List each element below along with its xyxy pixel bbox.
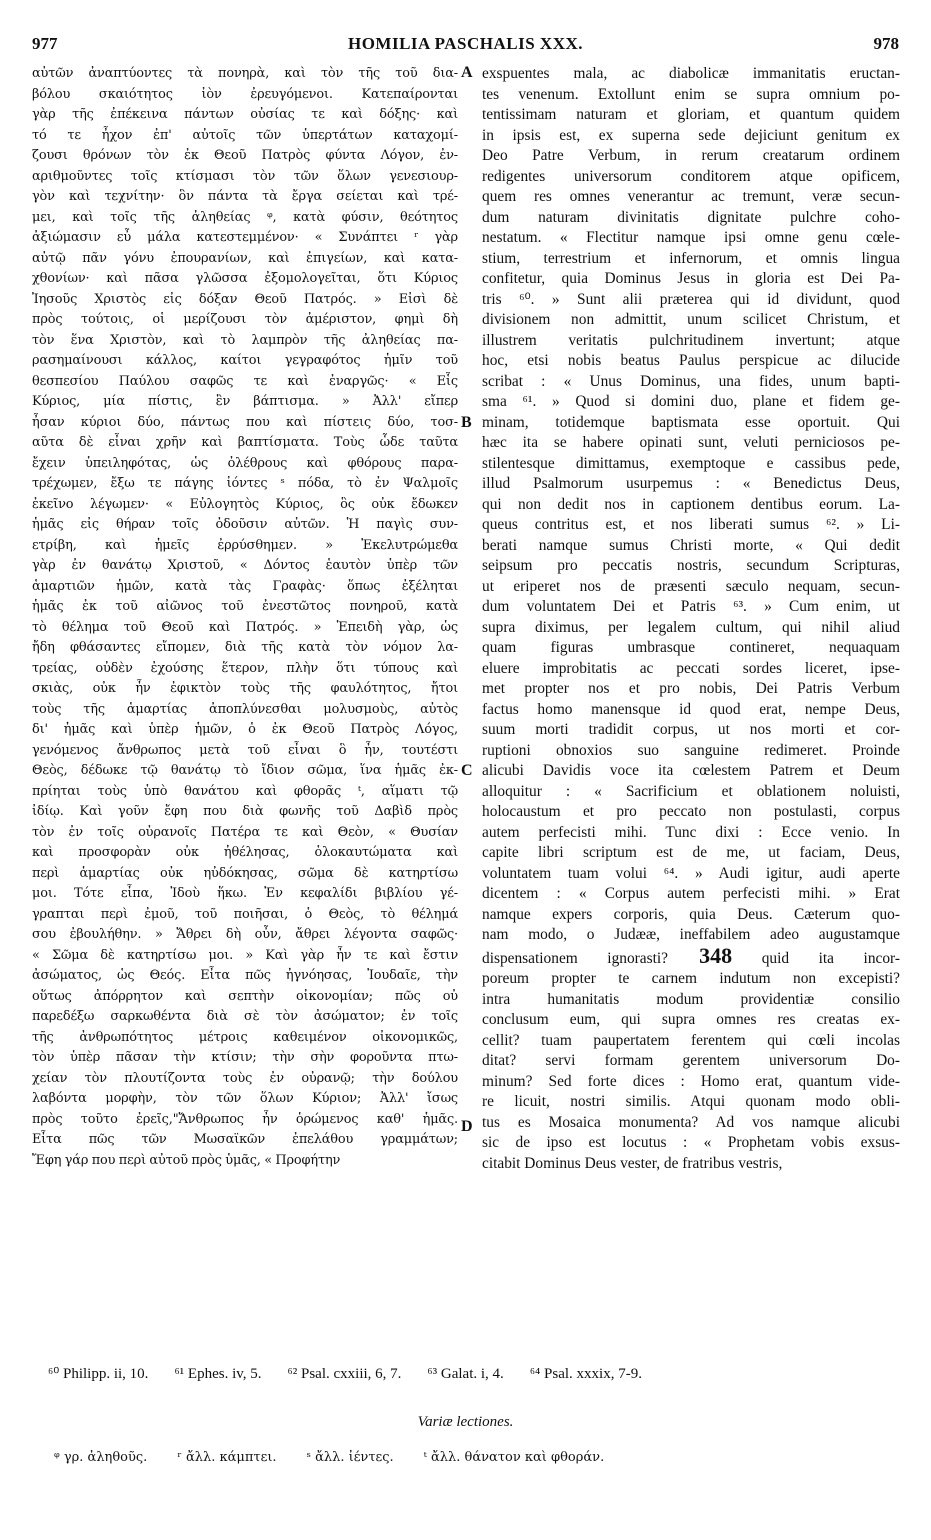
variant-reading: ʳ ἄλλ. κάμπτει. (177, 1450, 277, 1465)
page-number-right: 978 (873, 34, 899, 53)
line-text: voluntatem tuam volui ⁶⁴. » Audi igitur, audi aperte (482, 864, 900, 882)
text-line (32, 1089, 458, 1110)
text-line (32, 700, 458, 721)
line-text: ἁμαρτιῶν ἡμῶν, κατὰ τὰς Γραφὰς· ὅπως ἐξέληται (32, 578, 458, 594)
text-line (32, 269, 458, 290)
text-line (32, 187, 458, 208)
text-line (32, 64, 458, 85)
text-line (482, 1154, 900, 1175)
line-text: dicentem : « Corpus autem perfecisti mihi. » Erat (482, 885, 900, 902)
text-line (482, 925, 900, 946)
line-text: poreum propter te carnem indutum non excepisti? (482, 970, 900, 987)
text-line (32, 249, 458, 270)
text-line (32, 208, 458, 229)
line-text: τὸν ὑπὲρ πᾶσαν τὴν κτίσιν; τὴν σὴν φοροῦντα πτω- (32, 1050, 458, 1065)
line-text: quam figuras umbrasque contineret, nequaquam (482, 639, 900, 656)
line-text: tentissimam naturam et gloriam, et quantum quidem (482, 106, 900, 123)
footnote: ⁶¹ Ephes. iv, 5. (174, 1366, 262, 1382)
line-text: ἀσώματος, ὡς Θεός. Εἶτα πῶς ἠγνόησας, Ἰουδαῖε, τὴν (32, 968, 458, 983)
line-text: « Σῶμα δὲ κατηρτίσω μοι. » Καὶ γὰρ ἦν τε καὶ ἔστιν (32, 947, 458, 963)
footnote: ⁶² Psal. cxxiii, 6, 7. (287, 1366, 402, 1382)
line-text: factus homo manensque id quod erat, nempe Deus, (482, 700, 900, 718)
footnote: ⁶⁰ Philipp. ii, 10. (48, 1366, 149, 1382)
text-line (32, 966, 458, 987)
text-line (32, 761, 458, 782)
line-text: ἤδη φθάσαντες εἴπομεν, διὰ τῆς κατὰ τὸν νόμον λα- (32, 640, 458, 655)
line-text: exspuentes mala, ac diabolicæ immanitatis eructan- (482, 65, 900, 82)
text-line (482, 310, 900, 331)
badge-trailing-text: quid ita incor- (732, 949, 900, 967)
line-text: ἡμᾶς ἐκ τοῦ αἰῶνος τοῦ ἐνεστῶτος πονηροῦ, κατὰ (32, 599, 458, 614)
text-line (32, 413, 458, 434)
line-text: in ipsis est, ex superna sede dejiciunt genitum ex (482, 126, 900, 144)
text-line (32, 946, 458, 967)
line-text: supra diximus, per legalem cultum, qui nihil aliud (482, 618, 900, 636)
text-line (482, 946, 900, 970)
line-text: met propter nos et pro nobis, Dei Patris Verbum (482, 680, 900, 697)
line-text: queus contritus est, et nos liberati sumus ⁶². » Li- (482, 516, 900, 533)
line-text: illud Psalmorum usurpemus : « Benedictus Deus, (482, 475, 900, 492)
line-text: μοι. Τότε εἶπα, Ἰδοὺ ἥκω. Ἐν κεφαλίδι βιβλίου γέ- (32, 886, 458, 901)
variae-lectiones-title: Variæ lectiones. (417, 1414, 514, 1430)
line-text: Deo Patre Verbum, in rerum creatarum ordinem (482, 147, 900, 164)
text-line (482, 990, 900, 1011)
line-text: Θεὸς, δέδωκε τῷ θανάτῳ τὸ ἴδιον σῶμα, ἵνα ἡμᾶς ἐκ- (32, 763, 458, 778)
variant-reading: ᵗ ἄλλ. θάνατον καὶ φθοράν. (423, 1450, 605, 1465)
line-text: τρέχωμεν, ἔξω τε πάγης ἰόντες ˢ πόδα, τὸ ἐν Ψαλμοῖς (32, 476, 458, 491)
line-text: θεσπεσίου Παύλου σαφῶς τε καὶ ἐναργῶς· « Εἷς (32, 373, 458, 389)
text-line (482, 167, 900, 188)
text-line (32, 536, 458, 557)
text-line (482, 884, 900, 905)
line-text: berati namque sumus Christi morte, « Qui dedit (482, 536, 900, 554)
text-line (482, 208, 900, 229)
line-text: χείαν τὸν πλουτίζοντα τοὺς ἐν οὐρανῷ; τὴν δούλου (32, 1070, 458, 1086)
text-line (32, 925, 458, 946)
text-line (482, 659, 900, 680)
line-text: eluere improbitatis ac peccati sordes liceret, ipse- (482, 659, 900, 677)
line-text: stium, terrestrium et infernorum, et omnis lingua (482, 249, 900, 267)
line-text: γὰρ τῆς ἐπέκεινα πάντων οὐσίας τε καὶ δόξης· καὶ (32, 107, 458, 122)
text-line (482, 1133, 900, 1154)
text-line (32, 1028, 458, 1049)
text-line (482, 843, 900, 864)
text-line (482, 720, 900, 741)
line-text: cellit? tuam paupertatem ferentem qui cœli incolas (482, 1031, 900, 1049)
text-line (32, 331, 458, 352)
variant-reading: ˢ ἄλλ. ἰέντες. (306, 1450, 394, 1465)
text-line (32, 290, 458, 311)
line-text: hoc, etsi nobis beatus Paulus perspicue ac dilucide (482, 352, 900, 369)
text-line (482, 597, 900, 618)
text-line (32, 474, 458, 495)
line-text: redigentes universorum conditorem atque opificem, (482, 167, 900, 185)
line-text: nestatum. « Flectitur namque ipsi omne genu cœle- (482, 229, 900, 246)
footnotes (48, 1364, 899, 1383)
text-line (32, 146, 458, 167)
text-line (482, 782, 900, 803)
page-title: HOMILIA PASCHALIS XXX. (347, 34, 584, 53)
line-text: holocaustum et pro peccato non postulasti, corpus (482, 803, 900, 820)
line-text: σου ἐβουλήθην. » Ἄθρει δὴ οὖν, ἄθρει λέγοντα σαφῶς· (32, 927, 458, 942)
text-line (32, 864, 458, 885)
text-line (32, 659, 458, 680)
line-text: stilentesque dimittamus, exemptoque e cassibus pede, (482, 454, 900, 472)
text-line (482, 64, 900, 85)
line-text: ruptioni obnoxios suo sanguine redimeret. Proinde (482, 741, 900, 759)
margin-marker-d: D (461, 1118, 473, 1135)
text-line (482, 823, 900, 844)
text-line (482, 1113, 900, 1134)
line-text: καὶ προσφορὰν οὐκ ἠθέλησας, ὁλοκαυτώματα καὶ (32, 845, 458, 860)
line-text: citabit Dominus Deus vester, de fratribus vestris, (482, 1154, 783, 1172)
text-line (32, 1069, 458, 1090)
text-line (32, 433, 458, 454)
line-text: αῦτα δὲ εἶναι χρῆν καὶ βαπτίσματα. Τοὺς ὧδε ταῦτα (32, 435, 458, 450)
text-line (482, 331, 900, 352)
text-line (32, 884, 458, 905)
line-text: confitetur, quia Dominus Jesus in gloria est Dei Pa- (482, 270, 900, 287)
text-line (482, 474, 900, 495)
line-text: ἔχειν ὑπειληφότας, ὡς ὀλέθρους καὶ φθόρους παρα- (32, 455, 458, 471)
margin-marker-a: A (461, 64, 473, 81)
text-line (32, 310, 458, 331)
text-line (482, 1092, 900, 1113)
line-text: suum morti tradidit corpus, ut nos morti et cor- (482, 721, 900, 738)
text-line (32, 618, 458, 639)
line-text: ἰδίῳ. Καὶ γοῦν ἔφη που διὰ φωνῆς τοῦ Δαβὶδ πρὸς (32, 804, 458, 819)
line-text: τῆς ἀνθρωπότητος μέτροις καθειμένον οἰκονομικῶς, (32, 1029, 458, 1045)
text-line (482, 761, 900, 782)
line-text: autem perfecisti mihi. Tunc dixi : Ecce venio. In (482, 823, 900, 841)
line-text: αὐτῷ πᾶν γόνυ ἐπουρανίων, καὶ ἐπιγείων, καὶ κατα- (32, 250, 458, 266)
line-text: ἦσαν κύριοι δύο, πάντως που καὶ πίστεις δύο, τοσ- (32, 414, 458, 430)
text-line (482, 905, 900, 926)
line-text: γὸν καὶ τεχνίτην· ὃν πάντα τὰ ἔργα σείεται καὶ τρέ- (32, 189, 458, 204)
text-line (482, 618, 900, 639)
line-text: namque expers corporis, quia Deus. Cæterum quo- (482, 905, 900, 923)
line-text: ditat? servi formam gerentem universorum Do- (482, 1052, 900, 1069)
text-line (32, 987, 458, 1008)
text-line (32, 228, 458, 249)
line-text: tus es Mosaica monumenta? Ad vos namque alicubi (482, 1113, 900, 1131)
line-text: πρὸς τούτοις, οἱ μερίζουσι τὸν ἀμέριστον, φημὶ δὴ (32, 312, 458, 327)
text-line (482, 413, 900, 434)
text-line (482, 372, 900, 393)
text-line (32, 392, 458, 413)
line-text: alicubi Davidis voce ita cœlestem Patrem et Deum (482, 762, 900, 779)
line-text: οὕτως ἀπόρρητον καὶ σεπτὴν οἰκονομίαν; πῶς οὐ (32, 988, 458, 1004)
text-line (32, 782, 458, 803)
text-line (32, 105, 458, 126)
line-text: alloquitur : « Sacrificium et oblationem noluisti, (482, 782, 900, 800)
text-line (482, 392, 900, 413)
line-text: tes venenum. Extollunt enim se supra omnium po- (482, 85, 900, 103)
text-line (32, 1007, 458, 1028)
text-line (482, 351, 900, 372)
text-line (32, 556, 458, 577)
text-line (32, 372, 458, 393)
text-line (32, 85, 458, 106)
line-text: λαβόντα μορφὴν, τὸν τῶν ὅλων Κύριον; Ἀλλ' ἴσως (32, 1091, 458, 1106)
line-text: qui non dedit nos in captionem dentibus eorum. La- (482, 495, 900, 513)
line-text: sic de ipso est locutus : « Prophetam vobis exsus- (482, 1134, 900, 1151)
line-text: dispensationem ignorasti? (482, 949, 668, 967)
text-line (482, 969, 900, 990)
footnote: ⁶⁴ Psal. xxxix, 7-9. (529, 1366, 642, 1382)
text-line (482, 290, 900, 311)
text-line (32, 1048, 458, 1069)
line-text: conclusum eum, qui supra omnes res creatas ex- (482, 1011, 900, 1028)
page-header (32, 34, 899, 58)
line-text: σκιὰς, οὐκ ἦν ἐφικτὸν τοὺς τῆς φαυλότητος, ἤτοι (32, 681, 458, 696)
text-line (32, 454, 458, 475)
line-text: re licuit, nostri similis. Atqui quonam modo obli- (482, 1093, 900, 1110)
text-line (32, 638, 458, 659)
text-line (482, 126, 900, 147)
margin-marker-b: B (461, 414, 472, 431)
text-line (482, 515, 900, 536)
line-text: τρείας, οὐδὲν ἐχούσης ἕτερον, πλὴν ὅτι τύπους καὶ (32, 660, 458, 676)
text-line (32, 1110, 458, 1131)
line-text: ρασημαίνουσι κάλλος, καίτοι γεγραφότος ἡμῖν τοῦ (32, 353, 458, 368)
text-line (32, 843, 458, 864)
line-text: αριθμοῦντες τοῖς κτίσμασι τὸν τῶν ὅλων γενεσιουρ- (32, 168, 458, 184)
text-line (482, 1072, 900, 1093)
page-number-left: 977 (32, 34, 58, 53)
line-text: capite libri scriptum est de me, ut faciam, Deus, (482, 844, 900, 861)
text-line (482, 85, 900, 106)
line-text: ετρίβη, καὶ ἡμεῖς ἐρρύσθημεν. » Ἐκελυτρώμεθα (32, 537, 458, 553)
line-text: seipsum pro peccatis nostris, secundum Scripturas, (482, 557, 900, 574)
line-text: ἐκεῖνο λέγωμεν· « Εὐλογητὸς Κύριος, ὃς οὐκ ἔδωκεν (32, 496, 458, 512)
line-text: minam, totidemque baptismata esse oportuit. Qui (482, 413, 900, 431)
line-text: dum naturam divinitatis dignitate pulchre coho- (482, 208, 900, 226)
text-line (32, 741, 458, 762)
text-line (482, 741, 900, 762)
text-line (482, 228, 900, 249)
text-line (482, 1031, 900, 1052)
line-text: quem res omnes venerantur ac tremunt, veræ secun- (482, 188, 900, 205)
text-line (32, 905, 458, 926)
text-line (482, 802, 900, 823)
line-text: intra humanitatis modum providentiæ consilio (482, 990, 900, 1008)
line-text: sma ⁶¹. » Quod si domini duo, plane et fidem ge- (482, 393, 900, 410)
line-text: ἀξιώμασιν εὖ μάλα κατεστεμμένον· « Συνάπτει ʳ γὰρ (32, 230, 458, 245)
text-line (482, 105, 900, 126)
line-text: ἡμᾶς εἰς θήραν τοῖς ὀδοῦσιν αὐτῶν. Ἡ παγὶς συν- (32, 517, 458, 532)
text-line (482, 679, 900, 700)
line-text: Εἶτα πῶς τῶν Μωσαϊκῶν ἐπελάθου γραμμάτων; (32, 1132, 458, 1147)
margin-marker-c: C (461, 762, 473, 779)
text-line (32, 823, 458, 844)
text-line (482, 433, 900, 454)
text-line (482, 864, 900, 885)
line-text: γὰρ ἐν θανάτῳ Χριστοῦ, « Δόντος ἑαυτὸν ὑπὲρ τῶν (32, 558, 458, 573)
line-text: hæc ita se habere opinati sunt, veluti perniciosos pe- (482, 434, 900, 451)
text-line (482, 638, 900, 659)
text-line (32, 679, 458, 700)
line-text: αὐτῶν ἀναπτύοντες τὰ πονηρὰ, καὶ τὸν τῆς τοῦ δια- (32, 66, 458, 81)
line-text: τὸ θέλημα τοῦ Θεοῦ καὶ Πατρός. » Ἐπειδὴ γὰρ, ὡς (32, 619, 458, 635)
text-line (32, 126, 458, 147)
line-text: Ἰησοῦς Χριστὸς εἰς δόξαν Θεοῦ Πατρός. » Εἰσὶ δὲ (32, 291, 458, 307)
line-text: γραπται περὶ ἐμοῦ, τοῦ ποιῆσαι, ὁ Θεὸς, τὸ θέλημά (32, 906, 458, 922)
text-line (482, 269, 900, 290)
line-text: τοὺς τῆς ἁμαρτίας ἀποπλύνεσθαι μολυσμοὺς, αὐτὸς (32, 701, 458, 717)
text-line (32, 167, 458, 188)
variant-reading: ᵠ γρ. ἀληθοῦς. (54, 1450, 148, 1465)
line-text: ζουσι θρόνων τὸν ἐκ Θεοῦ Πατρὸς φύντα Λόγον, ἐν- (32, 148, 458, 163)
line-text: δι' ἡμᾶς καὶ ὑπὲρ ἡμῶν, ὁ ἐκ Θεοῦ Πατρὸς Λόγος, (32, 722, 458, 737)
line-text: nam modo, o Judææ, ineffabilem adeo augustamque (482, 926, 900, 943)
text-line (482, 187, 900, 208)
line-text: μει, καὶ τοῖς τῆς ἀληθείας ᵠ, κατὰ φύσιν, θεότητος (32, 209, 458, 225)
column-number-badge: 348 (667, 945, 733, 968)
text-line (32, 515, 458, 536)
line-text: τό τε ἦχον ἐπ' αὐτοῖς τῶν ὑπερτάτων καταχομί- (32, 127, 458, 143)
line-text: divisionem non admittit, unum scilicet Christum, et (482, 311, 900, 328)
line-text: Κύριος, μία πίστις, ἓν βάπτισμα. » Ἀλλ' εἴπερ (32, 394, 458, 409)
text-line (482, 556, 900, 577)
footnote: ⁶³ Galat. i, 4. (427, 1366, 504, 1382)
text-line (482, 146, 900, 167)
text-line (32, 597, 458, 618)
line-text: πρὸς τοῦτο ἐρεῖς,"Ἄνθρωπος ἦν ὁρώμενος καθ' ἡμᾶς. (32, 1111, 458, 1127)
text-line (482, 249, 900, 270)
line-text: illustrem veritatis pulchritudinem invertunt; atque (482, 331, 900, 349)
line-text: tris ⁶⁰. » Sunt alii præterea qui id dividunt, quod (482, 290, 900, 308)
line-text: minum? Sed forte dices : Homo erat, quantum vide- (482, 1072, 900, 1090)
text-line (32, 577, 458, 598)
line-text: Ἔφη γάρ που περὶ αὐτοῦ πρὸς ὑμᾶς, « Προφήτην (32, 1152, 341, 1168)
line-text: scribat : « Unus Dominus, una fides, unum bapti- (482, 372, 900, 390)
text-line (482, 454, 900, 475)
line-text: πρίηται τοὺς ὑπὸ θανάτου καὶ φθορᾶς ᵗ, αἵματι τῷ (32, 783, 458, 799)
text-line (482, 577, 900, 598)
line-text: τὸν ἐν τοῖς οὐρανοῖς Πατέρα τε καὶ Θεὸν, « Θυσίαν (32, 824, 458, 840)
text-line (32, 802, 458, 823)
text-line (482, 495, 900, 516)
text-line (32, 495, 458, 516)
text-line (32, 1130, 458, 1151)
line-text: βόλου σκαιότητος ἰὸν ἐρευγόμενοι. Κατεπαίρονται (32, 86, 458, 102)
latin-text-column (482, 64, 900, 1174)
text-line (482, 536, 900, 557)
line-text: χθονίων· καὶ πᾶσα γλῶσσα ἐξομολογεῖται, ὅτι Κύριος (32, 271, 458, 286)
line-text: τὸν ἕνα Χριστὸν, καὶ τὸ λαμπρὸν τῆς ἀληθείας πα- (32, 332, 458, 348)
text-line (482, 1010, 900, 1031)
text-line (32, 351, 458, 372)
line-text: γενόμενος ἄνθρωπος μετὰ τοῦ εἶναι ὃ ἦν, τουτέστι (32, 742, 458, 758)
text-line (32, 720, 458, 741)
text-line (32, 1151, 458, 1172)
line-text: dum voluntatem Dei et Patris ⁶³. » Cum enim, ut (482, 598, 900, 615)
line-text: παρεδέξω σαρκωθέντα διὰ σὲ τὸν ἀσώματον; ἐν τοῖς (32, 1009, 458, 1024)
variae-lectiones (54, 1450, 899, 1465)
text-line (482, 700, 900, 721)
greek-text-column (32, 64, 458, 1171)
line-text: περὶ ἁμαρτίας οὐκ ηὐδόκησας, σῶμα δὲ κατηρτίσω (32, 865, 458, 881)
line-text: ut eriperet nos de præsenti sæculo nequam, secun- (482, 577, 900, 595)
text-line (482, 1051, 900, 1072)
